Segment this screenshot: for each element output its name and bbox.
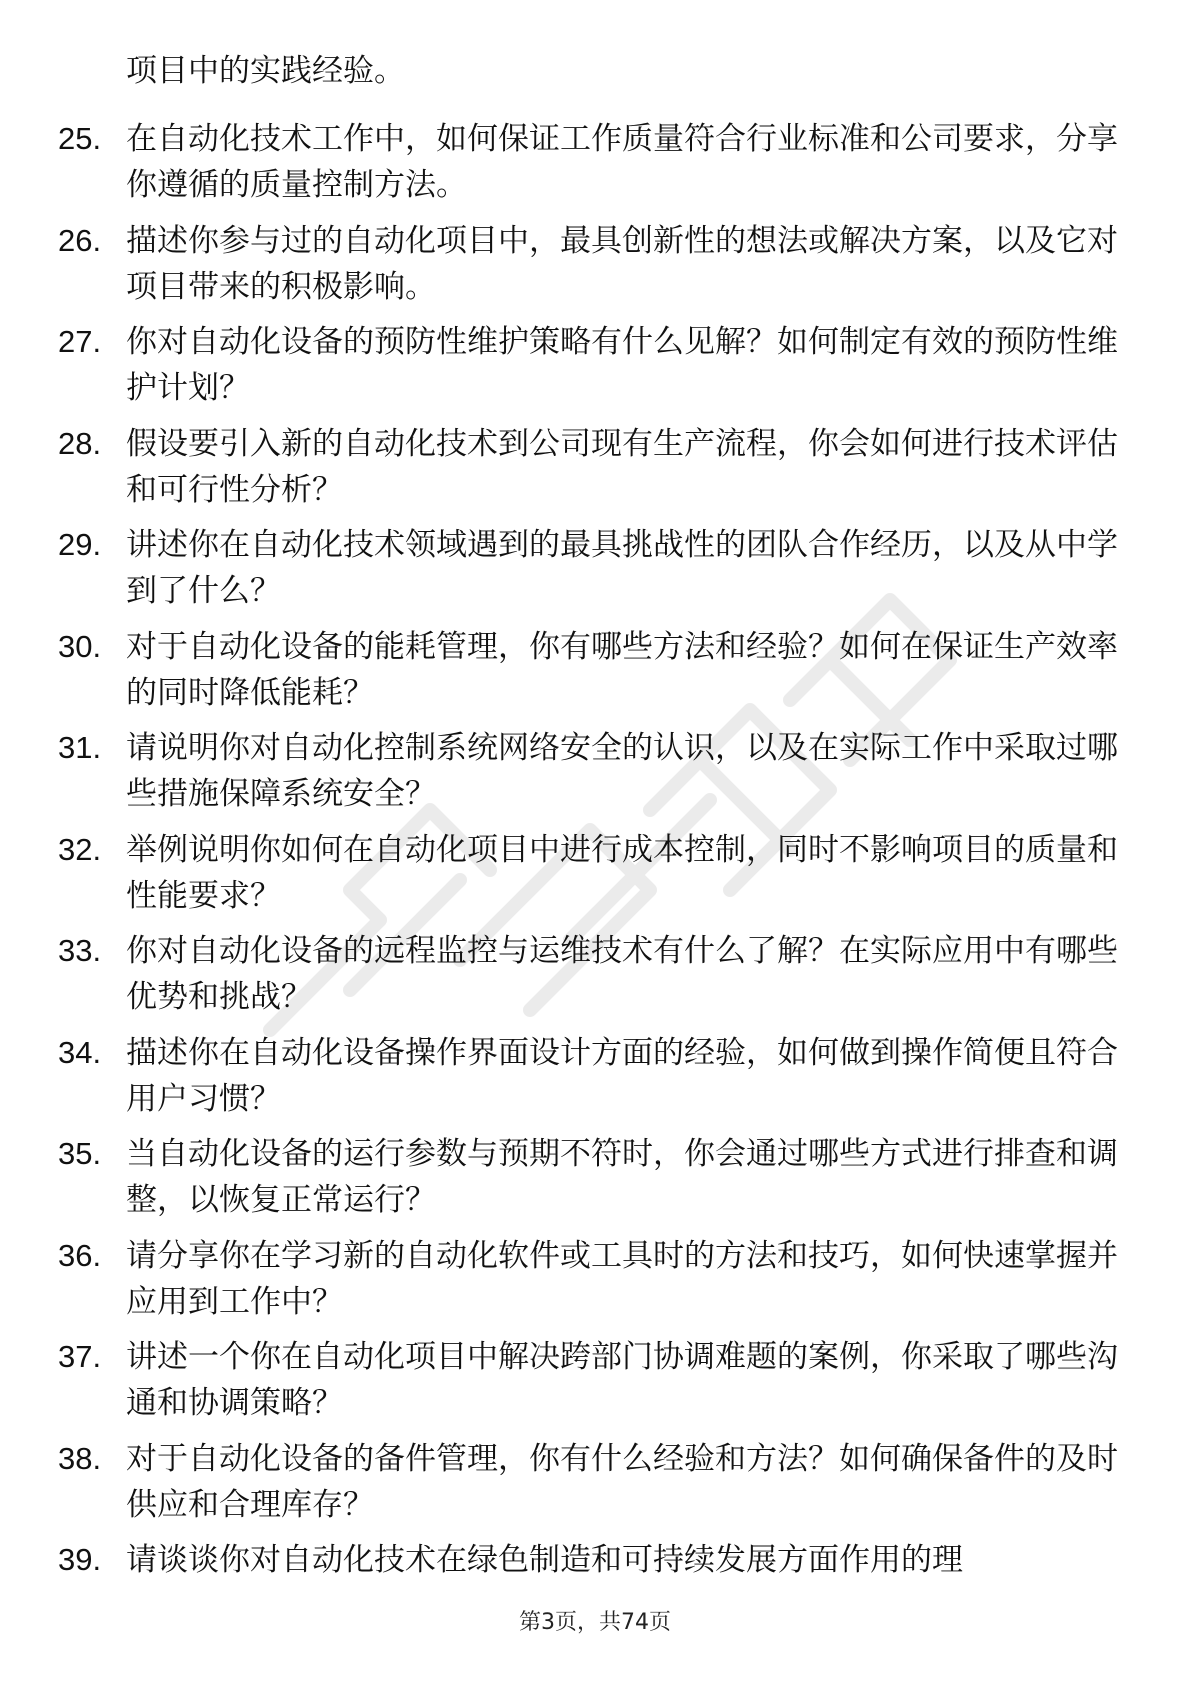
continuation-text: 项目中的实践经验。	[126, 53, 405, 89]
question-number: 35.	[58, 1136, 102, 1171]
question-number: 38.	[58, 1440, 102, 1476]
question-number: 33.	[58, 933, 102, 968]
question-text: 描述你参与过的自动化项目中，最具创新性的想法或解决方案，以及它对项目带来的积极影响。	[126, 222, 1118, 305]
question-text: 讲述你在自动化技术领域遇到的最具挑战性的团队合作经历，以及从中学到了什么？	[126, 527, 1118, 609]
question-item	[58, 725, 1118, 817]
question-text: 讲述一个你在自动化项目中解决跨部门协调难题的案例，你采取了哪些沟通和协调策略？	[126, 1339, 1118, 1421]
question-text: 你对自动化设备的远程监控与运维技术有什么了解？在实际应用中有哪些优势和挑战？	[126, 933, 1118, 1015]
question-text: 对于自动化设备的能耗管理，你有哪些方法和经验？如何在保证生产效率的同时降低能耗？	[126, 628, 1118, 711]
question-list	[58, 116, 1118, 1593]
question-number: 31.	[58, 730, 102, 765]
question-number: 34.	[58, 1034, 102, 1070]
question-number: 37.	[58, 1339, 102, 1374]
question-text: 你对自动化设备的预防性维护策略有什么见解？如何制定有效的预防性维护计划？	[126, 324, 1118, 406]
question-number: 28.	[58, 425, 102, 461]
question-text: 请谈谈你对自动化技术在绿色制造和可持续发展方面作用的理	[126, 1542, 963, 1578]
question-text: 请分享你在学习新的自动化软件或工具时的方法和技巧，如何快速掌握并应用到工作中？	[126, 1237, 1118, 1320]
question-number: 32.	[58, 831, 102, 867]
question-number: 30.	[58, 628, 102, 664]
question-number: 26.	[58, 222, 102, 258]
question-item	[58, 218, 1118, 310]
question-number: 27.	[58, 324, 102, 359]
question-number: 39.	[58, 1542, 102, 1577]
question-text: 请说明你对自动化控制系统网络安全的认识，以及在实际工作中采取过哪些措施保障系统安全？	[126, 730, 1118, 812]
question-item	[58, 1537, 1118, 1583]
question-item	[58, 1030, 1118, 1122]
question-text: 假设要引入新的自动化技术到公司现有生产流程，你会如何进行技术评估和可行性分析？	[126, 425, 1118, 508]
question-item	[58, 421, 1118, 513]
question-number: 29.	[58, 527, 102, 562]
question-item	[58, 116, 1118, 208]
question-text: 描述你在自动化设备操作界面设计方面的经验，如何做到操作简便且符合用户习惯？	[126, 1034, 1118, 1117]
page-number-footer: 第3页，共74页	[519, 1610, 671, 1635]
question-item	[58, 1233, 1118, 1325]
question-item	[58, 624, 1118, 716]
question-number: 36.	[58, 1237, 102, 1273]
question-text: 对于自动化设备的备件管理，你有什么经验和方法？如何确保备件的及时供应和合理库存？	[126, 1440, 1118, 1523]
question-item	[58, 928, 1118, 1020]
question-text: 举例说明你如何在自动化项目中进行成本控制，同时不影响项目的质量和性能要求？	[126, 831, 1118, 914]
question-text: 当自动化设备的运行参数与预期不符时，你会通过哪些方式进行排查和调整，以恢复正常运行？	[126, 1136, 1118, 1218]
question-item	[58, 522, 1118, 614]
question-item	[58, 319, 1118, 411]
question-number: 25.	[58, 121, 102, 156]
question-item	[58, 1436, 1118, 1528]
question-item	[58, 1131, 1118, 1223]
question-item	[58, 827, 1118, 919]
question-item	[58, 1334, 1118, 1426]
question-text: 在自动化技术工作中，如何保证工作质量符合行业标准和公司要求，分享你遵循的质量控制方法。	[126, 121, 1118, 203]
